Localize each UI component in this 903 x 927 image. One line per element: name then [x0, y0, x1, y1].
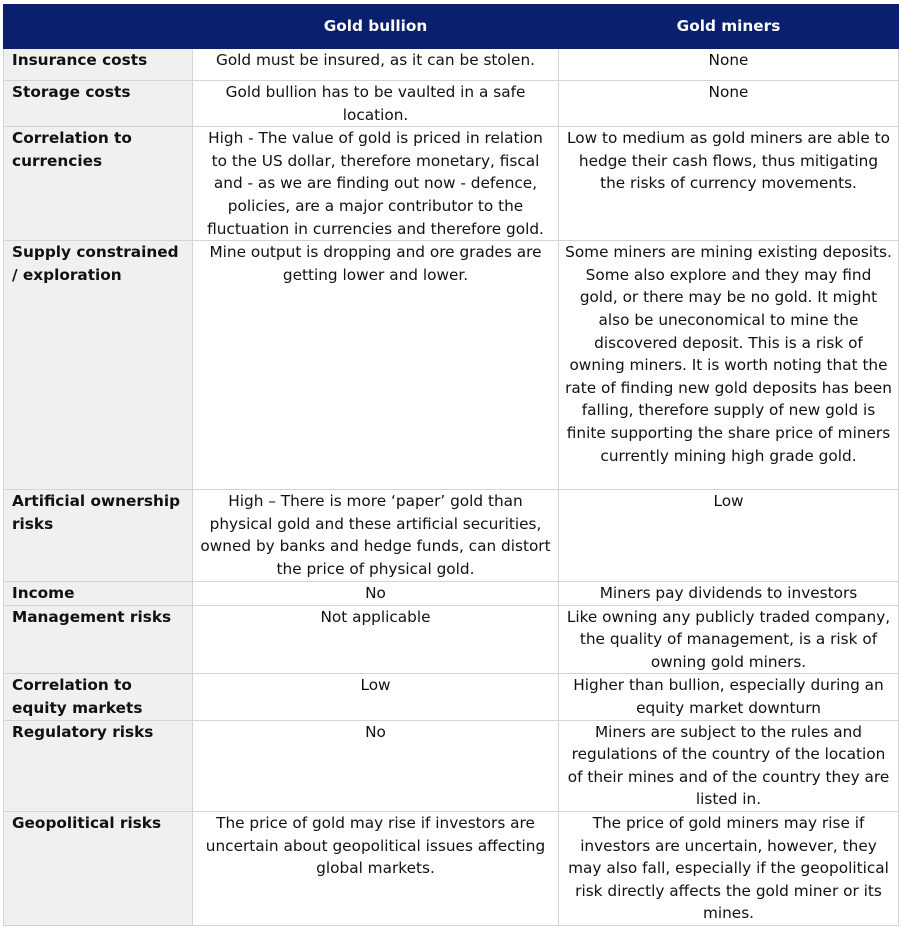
miners-cell: None	[559, 49, 899, 81]
header-row	[4, 5, 899, 49]
table-row	[4, 674, 899, 720]
miners-cell: Some miners are mining existing deposits. Some also explore and they may find gold, or there may be no gold. It might also be uneconomical to mine the discovered deposit. This is a risk of owning miners. It is worth noting that the rate of finding new gold deposits has been falling, therefore supply of new gold is finite supporting the share price of miners currently mining high grade gold.	[559, 241, 899, 490]
miners-cell: Low	[559, 490, 899, 581]
row-label: Storage costs	[4, 81, 193, 127]
miners-cell: Like owning any publicly traded company, the quality of management, is a risk of owning gold miners.	[559, 605, 899, 674]
table-row	[4, 581, 899, 605]
bullion-cell: Gold must be insured, as it can be stolen.	[193, 49, 559, 81]
row-label: Income	[4, 581, 193, 605]
row-label: Correlation to currencies	[4, 127, 193, 241]
header-gold-bullion: Gold bullion	[193, 5, 559, 49]
table-row	[4, 811, 899, 925]
row-label: Management risks	[4, 605, 193, 674]
row-label: Geopolitical risks	[4, 811, 193, 925]
table-row	[4, 490, 899, 581]
table-row	[4, 720, 899, 811]
row-label: Regulatory risks	[4, 720, 193, 811]
miners-cell: Higher than bullion, especially during an equity market downturn	[559, 674, 899, 720]
row-label: Correlation to equity markets	[4, 674, 193, 720]
table-row	[4, 127, 899, 241]
header-blank	[4, 5, 193, 49]
bullion-cell: High - The value of gold is priced in relation to the US dollar, therefore monetary, fiscal and - as we are finding out now - defence, policies, are a major contributor to the fluctuation in currencies and therefore gold.	[193, 127, 559, 241]
row-label: Insurance costs	[4, 49, 193, 81]
bullion-cell: No	[193, 720, 559, 811]
bullion-cell: No	[193, 581, 559, 605]
bullion-cell: Mine output is dropping and ore grades are getting lower and lower.	[193, 241, 559, 490]
table-row	[4, 81, 899, 127]
bullion-cell: High – There is more ‘paper’ gold than physical gold and these artificial securities, owned by banks and hedge funds, can distort the price of physical gold.	[193, 490, 559, 581]
bullion-cell: Low	[193, 674, 559, 720]
table-row	[4, 241, 899, 490]
bullion-cell: Not applicable	[193, 605, 559, 674]
miners-cell: Low to medium as gold miners are able to hedge their cash flows, thus mitigating the risks of currency movements.	[559, 127, 899, 241]
header-gold-miners: Gold miners	[559, 5, 899, 49]
table-row	[4, 605, 899, 674]
miners-cell: The price of gold miners may rise if investors are uncertain, however, they may also fall, especially if the geopolitical risk directly affects the gold miner or its mines.	[559, 811, 899, 925]
miners-cell: None	[559, 81, 899, 127]
table-row	[4, 49, 899, 81]
miners-cell: Miners pay dividends to investors	[559, 581, 899, 605]
miners-cell: Miners are subject to the rules and regulations of the country of the location of their mines and of the country they are listed in.	[559, 720, 899, 811]
comparison-table	[3, 4, 899, 926]
row-label: Supply constrained / exploration	[4, 241, 193, 490]
row-label: Artificial ownership risks	[4, 490, 193, 581]
bullion-cell: Gold bullion has to be vaulted in a safe location.	[193, 81, 559, 127]
bullion-cell: The price of gold may rise if investors are uncertain about geopolitical issues affecting global markets.	[193, 811, 559, 925]
